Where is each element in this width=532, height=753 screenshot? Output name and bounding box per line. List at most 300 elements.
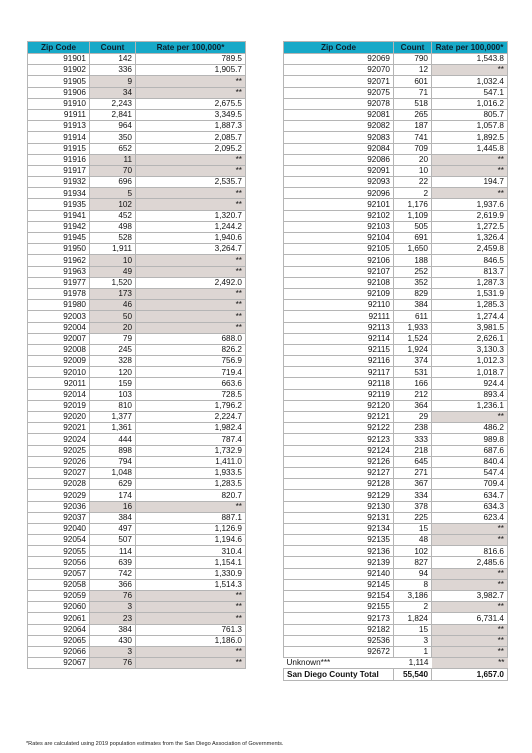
count-cell: 696 [90,177,136,188]
table-row [284,579,508,590]
zip-code-cell: 91913 [28,121,90,132]
zip-code-cell: 91962 [28,255,90,266]
table-row [28,635,246,646]
zip-code-cell: 92173 [284,613,394,624]
rate-cell: 3,982.7 [432,591,508,602]
table-row [284,109,508,120]
table-row [28,300,246,311]
table-row [284,255,508,266]
count-cell: 76 [90,658,136,669]
rate-cell: 1,933.5 [136,467,246,478]
count-cell: 20 [90,322,136,333]
zip-code-cell: 92086 [284,154,394,165]
zip-code-cell: 92040 [28,523,90,534]
zip-code-cell: 92021 [28,423,90,434]
count-cell: 384 [90,624,136,635]
count-cell: 2 [394,602,432,613]
zip-code-cell: 92130 [284,501,394,512]
table-row [284,277,508,288]
zip-code-cell: 92028 [28,479,90,490]
table-row [28,322,246,333]
rate-cell: 826.2 [136,344,246,355]
table-row [284,311,508,322]
table-row [284,646,508,657]
table-row [28,277,246,288]
count-cell: 10 [90,255,136,266]
count-cell: 23 [90,613,136,624]
rate-cell: ** [432,154,508,165]
count-cell: 452 [90,210,136,221]
rate-cell: 1,016.2 [432,98,508,109]
count-cell: 187 [394,121,432,132]
count-cell: 2,841 [90,109,136,120]
zip-code-cell: 92060 [28,602,90,613]
rate-cell: ** [432,602,508,613]
unknown-count: 1,114 [394,658,432,669]
zip-code-cell: 91950 [28,244,90,255]
table-row [28,535,246,546]
zip-code-cell: 91902 [28,65,90,76]
rate-cell: ** [136,658,246,669]
table-row [284,188,508,199]
zip-code-cell: 92025 [28,445,90,456]
zip-code-header: Zip Code [28,42,90,54]
rate-cell: 1,018.7 [432,367,508,378]
count-cell: 1,933 [394,322,432,333]
count-cell: 50 [90,311,136,322]
count-cell: 794 [90,456,136,467]
count-cell: 1 [394,646,432,657]
rate-cell: ** [432,523,508,534]
zip-code-cell: 92084 [284,143,394,154]
table-row [284,624,508,635]
zip-code-cell: 92672 [284,646,394,657]
rate-cell: 634.3 [432,501,508,512]
zip-code-cell: 92075 [284,87,394,98]
rate-cell: 2,619.9 [432,210,508,221]
count-cell: 76 [90,591,136,602]
count-cell: 225 [394,512,432,523]
zip-code-cell: 92010 [28,367,90,378]
rate-header: Rate per 100,000* [136,42,246,54]
table-row [28,490,246,501]
count-cell: 333 [394,434,432,445]
rate-cell: 2,492.0 [136,277,246,288]
rate-cell: 1,032.4 [432,76,508,87]
table-row [28,98,246,109]
count-cell: 1,911 [90,244,136,255]
table-row [28,188,246,199]
zip-code-cell: 91915 [28,143,90,154]
rate-cell: 820.7 [136,490,246,501]
zip-code-cell: 92124 [284,445,394,456]
count-cell: 3 [90,646,136,657]
rate-cell: 846.5 [432,255,508,266]
count-cell: 102 [394,546,432,557]
table-row [28,523,246,534]
rate-cell: 2,535.7 [136,177,246,188]
rate-cell: 3,130.3 [432,344,508,355]
table-row [284,456,508,467]
zip-code-cell: 92009 [28,356,90,367]
rate-cell: 2,224.7 [136,412,246,423]
count-cell: 120 [90,367,136,378]
count-cell: 1,361 [90,423,136,434]
rate-cell: 756.9 [136,356,246,367]
count-cell: 1,048 [90,467,136,478]
total-row [284,669,508,680]
zip-code-cell: 92055 [28,546,90,557]
table-row [284,266,508,277]
count-cell: 645 [394,456,432,467]
count-cell: 709 [394,143,432,154]
table-row [284,523,508,534]
rate-cell: 3,981.5 [432,322,508,333]
zip-code-cell: 92109 [284,288,394,299]
zip-code-cell: 92136 [284,546,394,557]
count-cell: 173 [90,288,136,299]
count-cell: 1,824 [394,613,432,624]
count-cell: 652 [90,143,136,154]
zip-code-cell: 91945 [28,233,90,244]
zip-code-cell: 92071 [284,76,394,87]
zip-code-cell: 92126 [284,456,394,467]
table-row [28,467,246,478]
count-cell: 334 [394,490,432,501]
table-row [28,591,246,602]
rate-cell: 1,543.8 [432,54,508,65]
rate-cell: 840.4 [432,456,508,467]
count-cell: 12 [394,65,432,76]
table-row [284,490,508,501]
table-row [284,445,508,456]
rate-cell: ** [136,199,246,210]
total-rate: 1,657.0 [432,669,508,680]
table-row [284,378,508,389]
total-label: San Diego County Total [284,669,394,680]
count-cell: 384 [90,512,136,523]
table-row [28,244,246,255]
table-row [284,121,508,132]
zip-code-cell: 92059 [28,591,90,602]
table-row [284,177,508,188]
count-cell: 245 [90,344,136,355]
rate-cell: 1,186.0 [136,635,246,646]
rate-cell: 1,320.7 [136,210,246,221]
count-cell: 218 [394,445,432,456]
table-row [284,400,508,411]
table-row [28,210,246,221]
zip-code-cell: 92019 [28,400,90,411]
rate-cell: 1,274.4 [432,311,508,322]
zip-code-cell: 92066 [28,646,90,657]
zip-code-cell: 92091 [284,165,394,176]
zip-code-cell: 91911 [28,109,90,120]
rate-cell: 728.5 [136,389,246,400]
count-cell: 252 [394,266,432,277]
zip-code-cell: 92140 [284,568,394,579]
rate-cell: 2,085.7 [136,132,246,143]
table-row [28,389,246,400]
rate-cell: ** [136,613,246,624]
count-cell: 505 [394,221,432,232]
zip-code-cell: 92536 [284,635,394,646]
zip-code-cell: 92119 [284,389,394,400]
rate-cell: 1,796.2 [136,400,246,411]
table-row [28,445,246,456]
rate-cell: 1,940.6 [136,233,246,244]
count-cell: 366 [90,579,136,590]
rate-cell: 709.4 [432,479,508,490]
rate-cell: 3,264.7 [136,244,246,255]
count-cell: 174 [90,490,136,501]
count-cell: 367 [394,479,432,490]
rate-cell: 1,154.1 [136,557,246,568]
count-cell: 639 [90,557,136,568]
count-cell: 265 [394,109,432,120]
count-cell: 964 [90,121,136,132]
zip-code-cell: 92081 [284,109,394,120]
rate-cell: 1,326.4 [432,233,508,244]
table-row [284,76,508,87]
table-row [284,434,508,445]
count-cell: 1,109 [394,210,432,221]
table-row [284,389,508,400]
table-row [28,143,246,154]
count-cell: 20 [394,154,432,165]
table-row [28,65,246,76]
zip-code-cell: 92154 [284,591,394,602]
zip-code-cell: 92061 [28,613,90,624]
count-cell: 336 [90,65,136,76]
zip-code-cell: 92067 [28,658,90,669]
table-row [28,613,246,624]
zip-code-cell: 91901 [28,54,90,65]
table-row [284,479,508,490]
zip-code-cell: 91916 [28,154,90,165]
count-cell: 114 [90,546,136,557]
zip-code-cell: 92064 [28,624,90,635]
rate-cell: 887.1 [136,512,246,523]
zip-code-cell: 92036 [28,501,90,512]
zip-code-cell: 92122 [284,423,394,434]
zip-code-cell: 92155 [284,602,394,613]
zip-code-cell: 92026 [28,456,90,467]
rate-cell: 687.6 [432,445,508,456]
rate-cell: 805.7 [432,109,508,120]
zip-code-cell: 92020 [28,412,90,423]
table-row [28,624,246,635]
table-row [28,154,246,165]
zip-code-header: Zip Code [284,42,394,54]
zip-code-cell: 92108 [284,277,394,288]
count-cell: 790 [394,54,432,65]
rate-cell: ** [136,255,246,266]
count-cell: 271 [394,467,432,478]
rate-cell: 623.4 [432,512,508,523]
rate-cell: 1,411.0 [136,456,246,467]
count-cell: 497 [90,523,136,534]
count-cell: 1,520 [90,277,136,288]
rate-cell: 1,194.6 [136,535,246,546]
zip-code-cell: 92139 [284,557,394,568]
zip-code-cell: 92127 [284,467,394,478]
zip-code-cell: 92101 [284,199,394,210]
rate-cell: ** [136,501,246,512]
count-cell: 1,924 [394,344,432,355]
rate-cell: 1,905.7 [136,65,246,76]
count-cell: 8 [394,579,432,590]
zip-code-cell: 92096 [284,188,394,199]
zip-code-cell: 92131 [284,512,394,523]
rate-cell: ** [136,266,246,277]
table-row [284,221,508,232]
unknown-rate: ** [432,658,508,669]
table-row [28,557,246,568]
count-cell: 374 [394,356,432,367]
rate-cell: 1,126.9 [136,523,246,534]
zip-code-cell: 92070 [284,65,394,76]
rate-cell: ** [136,188,246,199]
table-row [284,557,508,568]
table-row [28,658,246,669]
zip-code-cell: 91977 [28,277,90,288]
table-row [284,501,508,512]
table-row [284,288,508,299]
table-row [284,344,508,355]
table-row [28,221,246,232]
count-cell: 384 [394,300,432,311]
count-cell: 79 [90,333,136,344]
rate-cell: 1,892.5 [432,132,508,143]
table-row [284,512,508,523]
rate-cell: 1,272.5 [432,221,508,232]
count-cell: 49 [90,266,136,277]
count-cell: 5 [90,188,136,199]
table-row [28,54,246,65]
rate-cell: 2,095.2 [136,143,246,154]
rate-cell: 1,445.8 [432,143,508,154]
rate-cell: 1,732.9 [136,445,246,456]
rate-cell: ** [432,188,508,199]
zip-code-cell: 91906 [28,87,90,98]
rate-cell: 2,459.8 [432,244,508,255]
zip-code-cell: 92078 [284,98,394,109]
rate-cell: 2,485.6 [432,557,508,568]
rate-cell: ** [432,535,508,546]
count-cell: 46 [90,300,136,311]
table-row [28,109,246,120]
table-header-row [284,42,508,54]
rate-cell: 787.4 [136,434,246,445]
count-cell: 741 [394,132,432,143]
rate-cell: 6,731.4 [432,613,508,624]
rate-cell: ** [432,165,508,176]
table-row [28,568,246,579]
count-cell: 810 [90,400,136,411]
table-row [284,423,508,434]
zip-code-cell: 92107 [284,266,394,277]
count-cell: 159 [90,378,136,389]
rate-cell: 2,675.5 [136,98,246,109]
zip-code-cell: 92082 [284,121,394,132]
count-cell: 15 [394,624,432,635]
count-cell: 10 [394,165,432,176]
count-cell: 34 [90,87,136,98]
rate-cell: 1,287.3 [432,277,508,288]
table-row [284,635,508,646]
zip-code-cell: 92116 [284,356,394,367]
right-zip-table [283,41,508,681]
zip-code-cell: 92037 [28,512,90,523]
count-cell: 3 [90,602,136,613]
rate-cell: ** [136,311,246,322]
zip-code-cell: 92128 [284,479,394,490]
count-cell: 601 [394,76,432,87]
table-row [28,646,246,657]
rate-cell: 1,283.5 [136,479,246,490]
zip-code-cell: 92003 [28,311,90,322]
rate-cell: 1,244.2 [136,221,246,232]
zip-code-cell: 92065 [28,635,90,646]
table-row [284,210,508,221]
zip-code-cell: 91942 [28,221,90,232]
zip-code-cell: 91980 [28,300,90,311]
rate-cell: ** [432,65,508,76]
rate-cell: 1,531.9 [432,288,508,299]
rate-cell: ** [136,288,246,299]
zip-code-cell: 92058 [28,579,90,590]
table-row [28,579,246,590]
table-row [28,121,246,132]
count-cell: 3 [394,635,432,646]
count-cell: 507 [90,535,136,546]
rate-cell: 634.7 [432,490,508,501]
count-cell: 629 [90,479,136,490]
count-cell: 2,243 [90,98,136,109]
table-row [284,467,508,478]
rate-cell: ** [432,635,508,646]
table-row [284,98,508,109]
rate-cell: 1,236.1 [432,400,508,411]
table-row [284,165,508,176]
count-cell: 188 [394,255,432,266]
zip-code-cell: 92117 [284,367,394,378]
rate-cell: 1,012.3 [432,356,508,367]
count-cell: 531 [394,367,432,378]
table-row [284,132,508,143]
rate-cell: 1,937.6 [432,199,508,210]
rate-cell: 1,982.4 [136,423,246,434]
table-row [284,199,508,210]
table-row [28,400,246,411]
count-cell: 166 [394,378,432,389]
count-cell: 611 [394,311,432,322]
rate-cell: ** [432,646,508,657]
table-row [284,54,508,65]
zip-code-cell: 92083 [284,132,394,143]
table-row [28,87,246,98]
rate-cell: 547.1 [432,87,508,98]
table-row [28,367,246,378]
table-row [284,356,508,367]
rate-header: Rate per 100,000* [432,42,508,54]
rate-cell: 194.7 [432,177,508,188]
count-cell: 103 [90,389,136,400]
count-header: Count [90,42,136,54]
table-row [28,177,246,188]
rate-cell: 1,887.3 [136,121,246,132]
